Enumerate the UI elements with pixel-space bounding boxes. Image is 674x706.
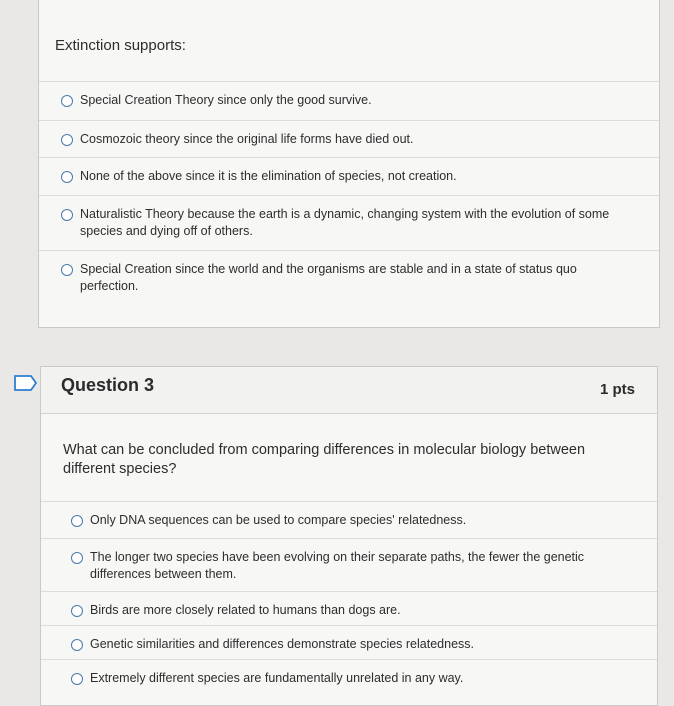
q3-option-2[interactable] bbox=[41, 538, 657, 583]
q3-option-4[interactable] bbox=[41, 625, 657, 653]
q3-option-3-label: Birds are more closely related to humans than dogs are. bbox=[90, 603, 401, 617]
q2-option-5-label: Special Creation since the world and the organisms are stable and in a state of status quo perfection. bbox=[80, 262, 577, 293]
q3-option-1-label: Only DNA sequences can be used to compare species' relatedness. bbox=[90, 513, 467, 527]
radio-button-icon[interactable] bbox=[71, 605, 83, 617]
q2-option-1[interactable] bbox=[39, 81, 659, 109]
question-2-prompt: Extinction supports: bbox=[55, 37, 186, 54]
q3-option-2-label: The longer two species have been evolving on their separate paths, the fewer the genetic differences between them. bbox=[90, 550, 585, 581]
radio-button-icon[interactable] bbox=[71, 639, 83, 651]
q3-option-1[interactable] bbox=[41, 501, 657, 529]
question-2-card bbox=[38, 0, 660, 328]
radio-button-icon[interactable] bbox=[61, 171, 73, 183]
q2-option-2-label: Cosmozoic theory since the original life forms have died out. bbox=[80, 132, 414, 146]
question-3-card bbox=[40, 366, 658, 706]
radio-button-icon[interactable] bbox=[61, 95, 73, 107]
question-3-header bbox=[41, 367, 657, 414]
q3-option-3[interactable] bbox=[41, 591, 657, 619]
q2-option-4-label: Naturalistic Theory because the earth is a dynamic, changing system with the evolution of some species and dying off of others. bbox=[80, 207, 610, 238]
q3-option-5-label: Extremely different species are fundamentally unrelated in any way. bbox=[90, 671, 464, 685]
radio-button-icon[interactable] bbox=[61, 264, 73, 276]
question-3-title: Question 3 bbox=[61, 375, 155, 395]
q2-option-2[interactable] bbox=[39, 120, 659, 148]
q2-option-3-label: None of the above since it is the elimination of species, not creation. bbox=[80, 169, 457, 183]
question-3-points: 1 pts bbox=[599, 381, 635, 398]
radio-button-icon[interactable] bbox=[61, 134, 73, 146]
q2-option-4[interactable] bbox=[39, 195, 659, 240]
radio-button-icon[interactable] bbox=[71, 515, 83, 527]
q3-option-5[interactable] bbox=[41, 659, 657, 687]
question-3-prompt: What can be concluded from comparing differences in molecular biology between different species? bbox=[63, 442, 586, 477]
radio-button-icon[interactable] bbox=[61, 209, 73, 221]
q3-option-4-label: Genetic similarities and differences demonstrate species relatedness. bbox=[90, 637, 474, 651]
q2-option-5[interactable] bbox=[39, 250, 659, 295]
radio-button-icon[interactable] bbox=[71, 552, 83, 564]
q2-option-3[interactable] bbox=[39, 157, 659, 185]
radio-button-icon[interactable] bbox=[71, 673, 83, 685]
q2-option-1-label: Special Creation Theory since only the good survive. bbox=[80, 93, 372, 107]
flag-question-icon[interactable] bbox=[14, 375, 38, 391]
